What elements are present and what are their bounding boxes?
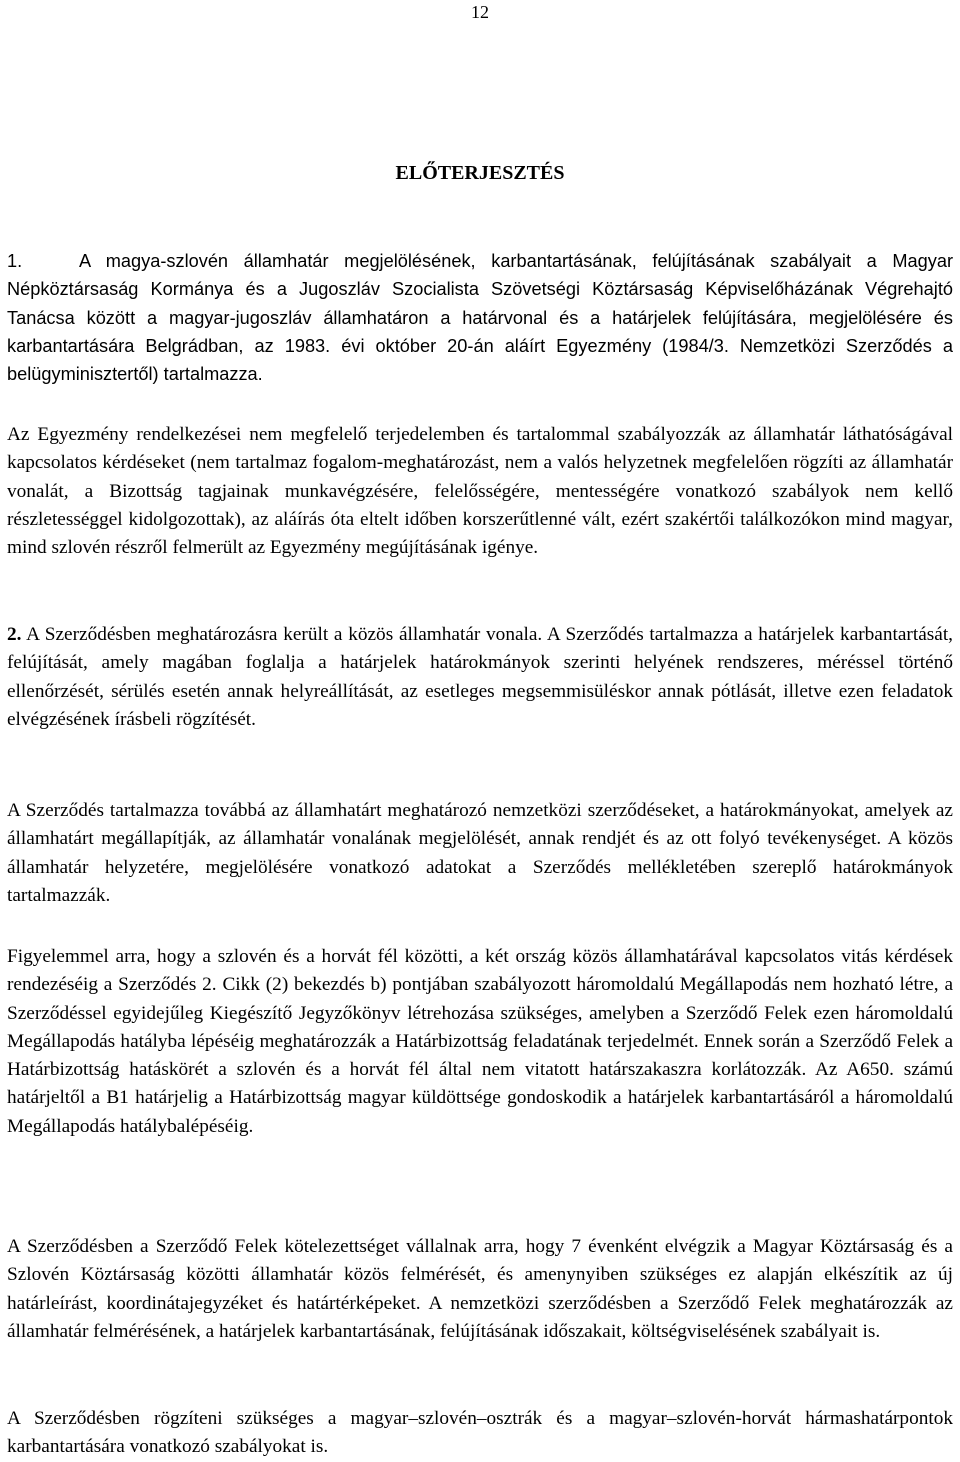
- section-number-2: 2.: [7, 624, 22, 645]
- paragraph-3: [7, 621, 953, 734]
- page-number: 12: [471, 2, 489, 22]
- paragraph-2: Az Egyezmény rendelkezései nem megfelelő terjedelemben és tartalommal szabályozzák az államhatár láthatóságával kapcsolatos kérdéseket (nem tartalmaz fogalom-meghatározást, nem a valós helyzetnek megfelelően rögzíti az államhatár vonalát, a Bizottság tagjainak munkavégzésére, felelősségére, mentességére vonatkozó szabályok nem kellő részletességgel kidolgozottak), az aláírás óta eltelt időben korszerűtlenné vált, ezért szakértői találkozókon mind magyar, mind szlovén részről felmerült az Egyezmény megújításának igénye.: [7, 424, 953, 559]
- paragraph-4: A Szerződés tartalmazza továbbá az államhatárt meghatározó nemzetközi szerződéseket, a határokmányokat, amelyek az államhatárt megállapítják, az államhatár vonalának megjelölését, annak rendjét és az ott folyó tevékenységet. A közös államhatár helyzetére, megjelölésére vonatkozó adatokat a Szerződés mellékletében szereplő határokmányok tartalmazzák.: [7, 800, 953, 906]
- paragraph-3-text: A Szerződésben meghatározásra került a közös államhatár vonala. A Szerződés tartalmazza a határjelek karbantartását, felújítását, amely magában foglalja a határjelek határokmányok szerinti helyének rendszeres, méréssel történő ellenőrzését, sérülés esetén annak helyreállítását, az esetleges megsemmisüléskor annak pótlását, illetve ezen feladatok elvégzésének írásbeli rögzítését.: [7, 624, 953, 730]
- section-number-1: 1.: [7, 251, 23, 271]
- paragraph-1: [7, 247, 953, 388]
- paragraph-7: A Szerződésben rögzíteni szükséges a magyar–szlovén–osztrák és a magyar–szlovén-horvát hármashatárpontok karbantartására vonatkozó szabályokat is.: [7, 1408, 953, 1458]
- paragraph-1-text: A magya-szlovén államhatár megjelölésének, karbantartásának, felújításának szabályait a Magyar Népköztársaság Kormánya és a Jugoszláv Szocialista Szövetségi Köztársaság Képviselőházának Végrehajtó Tanácsa között a magyar-jugoszláv államhatáron a határvonal és a határjelek felújítására, megjelölésére és karbantartására Belgrádban, az 1983. évi október 20-án aláírt Egyezmény (1984/3. Nemzetközi Szerződés a belügyminisztertől) tartalmazza.: [7, 251, 953, 385]
- paragraph-6: A Szerződésben a Szerződő Felek kötelezettséget vállalnak arra, hogy 7 évenként elvégzik a Magyar Köztársaság és a Szlovén Köztársaság közötti államhatár közös felmérését, és amenynyiben szükséges ez alapján elkészítik az új határleírást, koordinátajegyzéket és határtérképeket. A nemzetközi szerződésben a Szerződő Felek meghatározzák az államhatár felmérésének, a határjelek karbantartásának, felújításának időszakait, költségviselésének szabályait is.: [7, 1236, 953, 1342]
- page-title: ELŐTERJESZTÉS: [395, 162, 565, 184]
- paragraph-5: Figyelemmel arra, hogy a szlovén és a horvát fél közötti, a két ország közös államhatárával kapcsolatos vitás kérdések rendezéséig a Szerződés 2. Cikk (2) bekezdés b) pontjában szabályozott háromoldalú Megállapodás nem hozható létre, a Szerződéssel egyidejűleg Kiegészítő Jegyzőkönyv létrehozása szükséges, amelyben a Szerződő Felek ezen háromoldalú Megállapodás hatályba lépéséig meghatározzák a Határbizottság feladatának terjedelmét. Ennek során a Szerződő Felek a Határbizottság hatáskörét a szlovén és a horvát fél által nem vitatott határszakaszra korlátozzák. Az A650. számú határjeltől a B1 határjelig a Határbizottság magyar küldöttsége gondoskodik a határjelek karbantartásáról a háromoldalú Megállapodás hatálybalépéséig.: [7, 946, 953, 1137]
